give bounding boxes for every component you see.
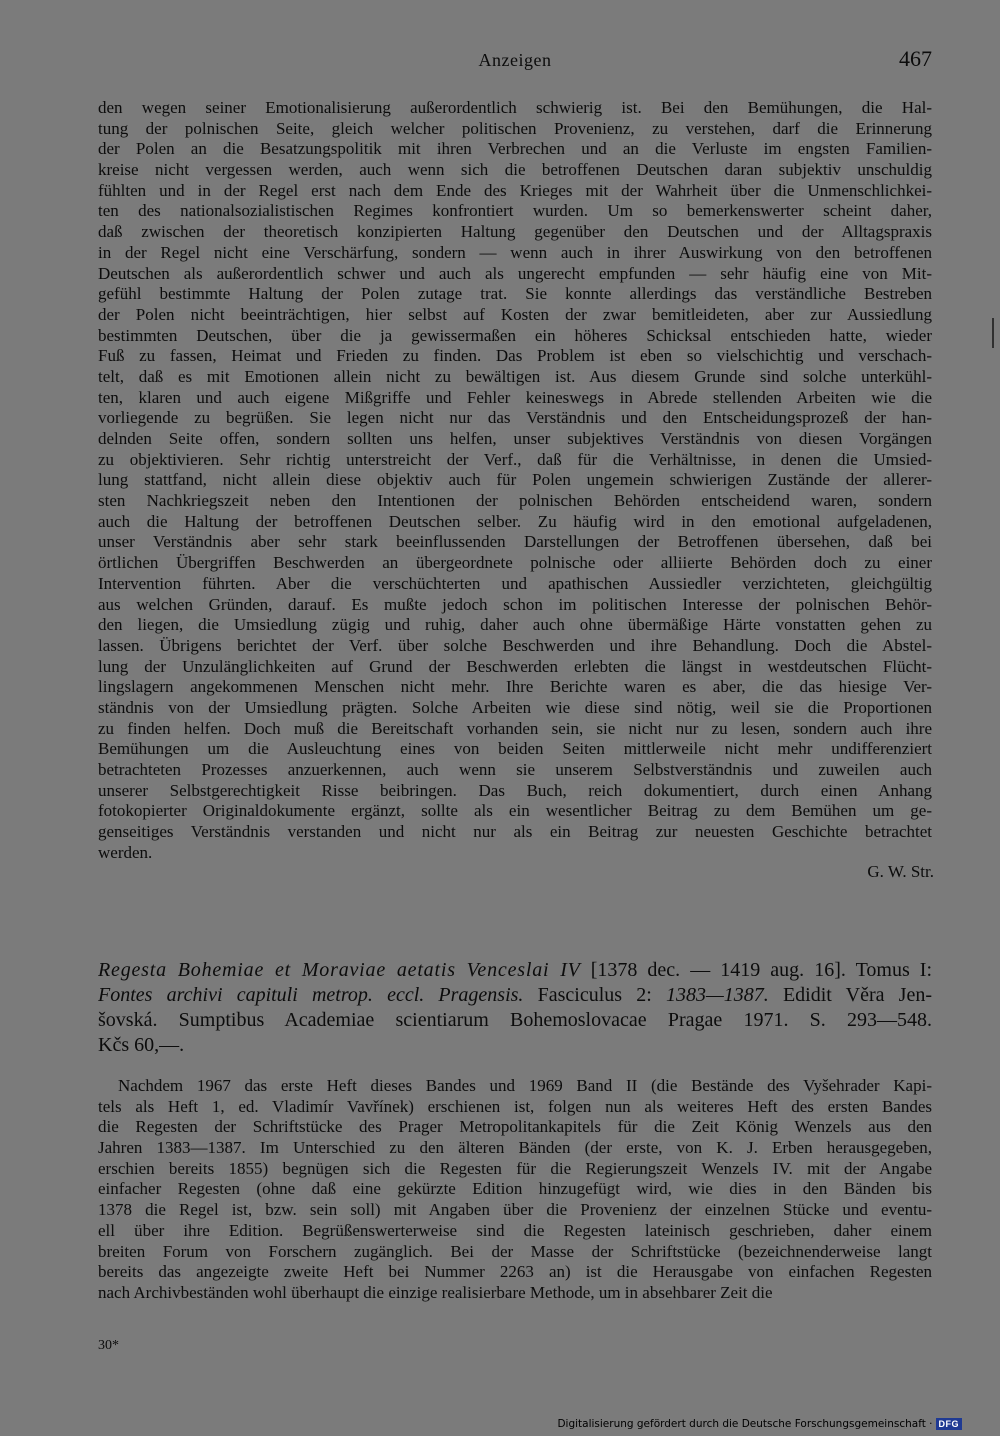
- text-line: Nachdem 1967 das erste Heft dieses Bandes und 1969 Band II (die Bestände des Vyšehrader Kapi-: [118, 1076, 932, 1095]
- text-line: 1378 die Regel ist, bzw. sein soll) mit Angaben über die Provenienz der einzelnen Stücke und eventu-: [98, 1200, 932, 1220]
- text-line: vorliegende zu begrüßen. Sie legen nicht nur das Verständnis und den Entscheidungsprozeß der han-: [98, 408, 932, 428]
- text-line: Bemühungen um die Ausleuchtung eines von beiden Seiten mittlerweile nicht mehr undifferenziert: [98, 739, 932, 759]
- text-line: telt, daß es mit Emotionen allein nicht zu bewältigen ist. Aus diesem Grunde sind solche unterkühl-: [98, 366, 932, 386]
- running-head: [98, 46, 932, 78]
- text-line: zu objektivieren. Sehr richtig unterstreicht der Verf., daß für die Verhältnisse, in denen die Umsied-: [98, 449, 932, 469]
- text-line: gefühl bestimmte Haltung der Polen zutage trat. Sie konnte allerdings das verständliche Bestreben: [98, 284, 932, 304]
- text-line: genseitiges Verständnis verstanden und nicht nur als ein Beitrag zur neuesten Geschichte betrachtet: [98, 822, 932, 842]
- citation-line: [98, 983, 932, 1008]
- text-line: ten des nationalsozialistischen Regimes konfrontiert wurden. Um so bemerkenswerter scheint daher,: [98, 201, 932, 221]
- text-line: ständnis von der Umsiedlung prägten. Solche Arbeiten wie diese sind nötig, weil sie die Proportionen: [98, 697, 932, 717]
- text-line: delnden Seite offen, sondern sollten uns helfen, unser subjektives Verständnis von diesen Vorgängen: [98, 429, 932, 448]
- text-line: fotokopierter Originaldokumente ergänzt, sollte als ein wesentlicher Beitrag zu dem Bemühen um ge-: [98, 801, 932, 821]
- text-line: daß zwischen der theoretisch konzipierten Haltung gegenüber den Deutschen und der Alltagspraxis: [98, 222, 932, 242]
- text-line: tels als Heft 1, ed. Vladimír Vavřínek) erschienen ist, folgen nun als weiteres Heft des ersten Bandes: [98, 1096, 932, 1116]
- text-line: lingslagern angekommenen Menschen nicht mehr. Ihre Berichte waren es aber, die das hiesige Ver-: [98, 677, 932, 697]
- citation-years: 1383—1387.: [665, 984, 769, 1006]
- text-line: bereits das angezeigte zweite Heft bei Nummer 2263 an) ist die Herausgabe von einfachen Regesten: [98, 1262, 932, 1282]
- text-line: Fuß zu fassen, Heimat und Frieden zu finden. Das Problem ist eben so vielschichtig und verschach-: [98, 346, 932, 366]
- text-line: Intervention führten. Aber die verschüchterten und apathischen Aussiedler verzichteten, gleichgültig: [98, 573, 932, 593]
- text-line: der Polen nicht beeinträchtigen, hier selbst auf Kosten der zwar bemitleideten, aber zur Aussiedlung: [98, 304, 932, 324]
- text-line: bestimmten Deutschen, über die ja gewissermaßen ein höheres Schicksal entschieden hatte, wieder: [98, 325, 932, 345]
- running-title: Anzeigen: [478, 50, 552, 70]
- signature-mark: 30*: [98, 1338, 119, 1353]
- reviewer-signature: G. W. Str.: [867, 862, 934, 881]
- text-line: ell über ihre Edition. Begrüßenswerterweise sind die Regesten lateinisch geschrieben, daher einem: [98, 1220, 932, 1240]
- digitization-text: Digitalisierung gefördert durch die Deutsche Forschungsgemeinschaft ·: [557, 1418, 933, 1430]
- digitization-note: [557, 1418, 962, 1430]
- text-line: auch die Haltung der betroffenen Deutschen selber. Zu häufig wird in den emotional aufgeladenen,: [98, 511, 932, 531]
- text-line: tung der polnischen Seite, gleich welcher politischen Provenienz, zu verstehen, darf die Erinnerung: [98, 118, 932, 138]
- text-line: breiten Forum von Forschern zugänglich. Bei der Masse der Schriftstücke (bezeichnenderweise langt: [98, 1241, 932, 1261]
- text-line: in der Regel nicht eine Verschärfung, sondern — wenn auch in ihrer Auswirkung von den betroffenen: [98, 242, 932, 262]
- review-text: [98, 98, 932, 863]
- text-line: örtlichen Übergriffen Beschwerden an übergeordnete polnische oder alliierte Behörden doch zu einer: [98, 553, 932, 573]
- citation-line: [98, 958, 932, 983]
- text-line: ten, klaren und auch eigene Mißgriffe und Fehler keineswegs in Abrede stellenden Arbeiten wie die: [98, 387, 932, 407]
- citation-title: Regesta Bohemiae et Moraviae aetatis Venceslai IV: [98, 959, 581, 981]
- citation-price: Kčs 60,—.: [98, 1034, 185, 1056]
- text-line: nach Archivbeständen wohl überhaupt die einzige realisierbare Methode, um in absehbarer Zeit die: [98, 1282, 773, 1302]
- text-line: fühlten und in der Regel erst nach dem Ende des Krieges mit der Wahrheit über die Unmenschlichkei-: [98, 180, 932, 200]
- text-line: die Regesten der Schriftstücke des Prager Metropolitankapitels für die Zeit König Wenzels aus den: [98, 1117, 932, 1137]
- text-line: einfacher Regesten (ohne daß eine gekürzte Edition hinzugefügt wird, wie dies in den Bänden bis: [98, 1179, 932, 1199]
- text-line: unser Verständnis aber sehr stark beeinflussenden Darstellungen der Betroffenen übersehen, daß bei: [98, 532, 932, 552]
- text-line: unserer Selbstgerechtigkeit Risse beibringen. Das Buch, reich dokumentiert, durch einen Anhang: [98, 780, 932, 800]
- text-line: Deutschen als außerordentlich schwer und auch als ungerecht empfunden — sehr häufig eine von Mit-: [98, 263, 932, 283]
- text-line: der Polen an die Besatzungspolitik mit ihren Verbrechen und an die Verluste im engsten Familien-: [98, 139, 932, 159]
- text-line: werden.: [98, 842, 153, 862]
- dfg-logo: DFG: [936, 1418, 963, 1430]
- text-line: kreise nicht vergessen werden, auch wenn sich die betroffenen Deutschen daran subjektiv unschuldig: [98, 160, 932, 180]
- scan-edge-mark: [992, 318, 994, 348]
- text-line: betrachteten Prozesses anzuerkennen, auch wenn sie unserem Selbstverständnis und zuweilen auch: [98, 760, 932, 779]
- page-number: 467: [899, 46, 932, 71]
- citation-subtitle: Fontes archivi capituli metrop. eccl. Pragensis.: [98, 984, 524, 1006]
- text-line: Jahren 1383—1387. Im Unterschied zu den älteren Bänden (der erste, von K. J. Erben herausgegeben,: [98, 1138, 932, 1158]
- text-line: aus welchen Gründen, darauf. Es mußte jedoch schon im politischen Interesse der polnischen Behör-: [98, 594, 932, 614]
- text-line: zu finden helfen. Doch muß die Bereitschaft vorhanden sein, sie nicht nur zu lesen, sondern auch ihre: [98, 718, 932, 738]
- text-line: lassen. Übrigens berichtet der Verf. über solche Beschwerden und ihre Behandlung. Doch die Abstel-: [98, 635, 932, 655]
- text-line: lung der Unzulänglichkeiten auf Grund der Beschwerden erlebten die längst in westdeutschen Flücht-: [98, 656, 932, 676]
- review-text-2: [98, 1076, 932, 1304]
- citation-editor: Edidit Věra Jen-: [768, 984, 932, 1006]
- citation-line: šovská. Sumptibus Academiae scientiarum Bohemoslovacae Pragae 1971. S. 293—548.: [98, 1009, 932, 1031]
- text-line: den wegen seiner Emotionalisierung außerordentlich schwierig ist. Bei den Bemühungen, die Hal-: [98, 98, 932, 117]
- book-citation: [98, 958, 932, 1058]
- text-line: sten Nachkriegszeit neben den Intentionen der polnischen Behörden entscheidend waren, sondern: [98, 491, 932, 511]
- citation-fascicle: Fasciculus 2:: [523, 984, 666, 1006]
- text-line: lung stattfand, nicht allein diese objektiv auch für Polen ungemein schwierigen Zustände der allerer-: [98, 470, 932, 490]
- citation-date-range: [1378 dec. — 1419 aug. 16]. Tomus I:: [580, 959, 932, 981]
- text-line: erschien bereits 1855) begnügen sich die Regesten für die Regierungszeit Wenzels IV. mit der Angabe: [98, 1158, 932, 1178]
- text-line: den liegen, die Umsiedlung zügig und ruhig, daher auch ohne übermäßige Härte vonstatten gehen zu: [98, 615, 932, 635]
